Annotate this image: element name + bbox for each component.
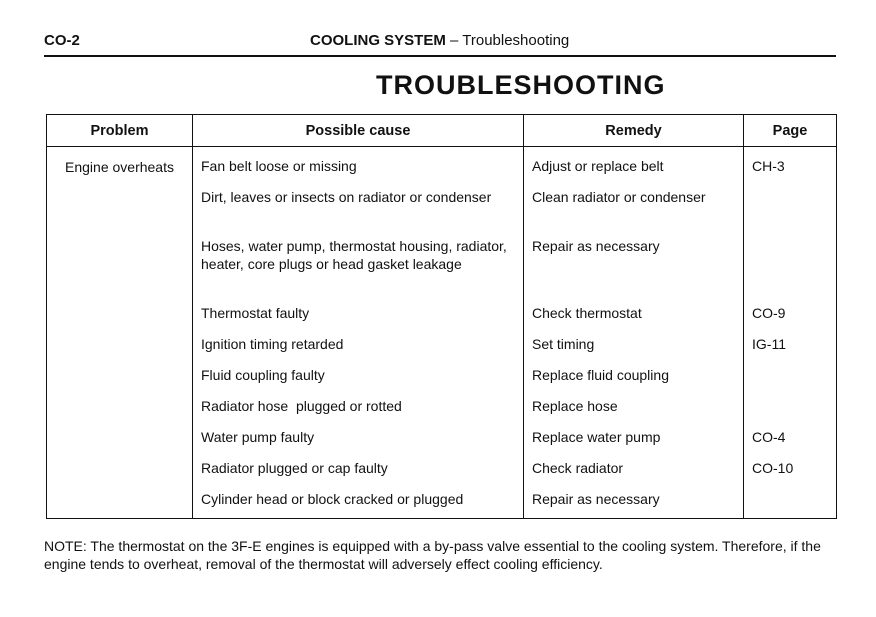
remedy-column [524,147,744,519]
page-ref [752,366,828,384]
cause-item: Fan belt loose or missing [201,158,357,174]
column-header-page: Page [744,115,837,147]
note-text: NOTE: The thermostat on the 3F-E engines is equipped with a by-pass valve essential to the cooling system. Therefore, if the engine tends to overheat, removal of the thermostat will adversely effect cooling efficiency. [44,538,821,572]
table-header-row [47,115,837,147]
page-ref [752,490,828,508]
page-ref [752,397,828,415]
page-ref: CO-10 [752,460,794,476]
page-code: CO-2 [44,32,80,49]
cause-item: Fluid coupling faulty [201,367,325,383]
page-ref: IG-11 [752,336,786,352]
page-ref: CO-9 [752,305,786,321]
remedy-item: Clean radiator or condenser [532,189,706,205]
remedy-item: Check thermostat [532,305,642,321]
header-separator: – [445,32,463,49]
remedy-item: Repair as necessary [532,238,660,254]
column-header-possible-cause: Possible cause [193,115,524,147]
page-ref [752,188,828,224]
cause-item: Cylinder head or block cracked or plugged [201,491,464,507]
section-title: COOLING SYSTEM [310,32,446,49]
remedy-item: Replace fluid coupling [532,367,669,383]
problem-cell: Engine overheats [47,147,193,519]
running-header [310,32,569,49]
remedy-item: Replace water pump [532,429,661,445]
cause-item: Thermostat faulty [201,305,310,321]
remedy-item: Repair as necessary [532,491,660,507]
subsection-title: Troubleshooting [462,32,570,49]
header-rule [44,55,836,57]
remedy-item: Set timing [532,336,595,352]
remedy-item: Replace hose [532,398,618,414]
page-ref: CH-3 [752,158,785,174]
remedy-item: Check radiator [532,460,624,476]
cause-item: Hoses, water pump, thermostat housing, radiator, heater, core plugs or head gasket leakage [201,238,507,272]
column-header-remedy: Remedy [524,115,744,147]
cause-item: Ignition timing retarded [201,336,344,352]
table-row [47,147,837,519]
page-ref [752,237,828,291]
remedy-item: Adjust or replace belt [532,158,664,174]
page-title: TROUBLESHOOTING [376,70,666,100]
page-ref: CO-4 [752,429,786,445]
cause-column [193,147,524,519]
cause-item: Radiator hose plugged or rotted [201,398,402,414]
cause-item: Dirt, leaves or insects on radiator or condenser [201,189,492,205]
troubleshooting-table [46,114,837,519]
page-column [744,147,837,519]
cause-item: Water pump faulty [201,429,315,445]
cause-item: Radiator plugged or cap faulty [201,460,388,476]
column-header-problem: Problem [47,115,193,147]
